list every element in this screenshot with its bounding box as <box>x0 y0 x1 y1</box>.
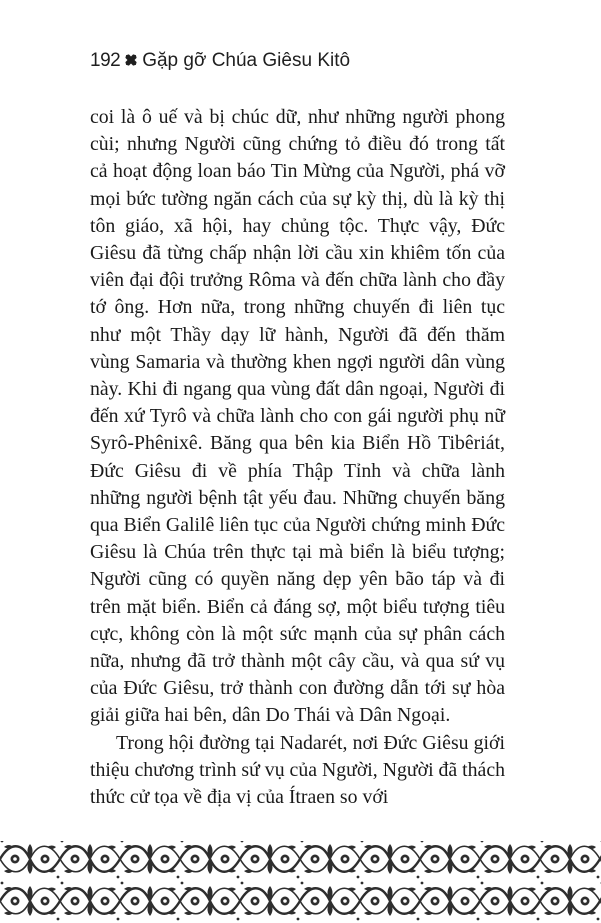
running-header <box>90 50 350 72</box>
body-text <box>90 104 505 811</box>
floral-border-ornament <box>0 838 601 923</box>
paragraph: Trong hội đường tại Nadarét, nơi Đức Giêsu giới thiệu chương trình sứ vụ của Người, Người đã thách thức cử tọa về địa vị của Ítraen so với <box>90 731 505 809</box>
page-number: 192 <box>90 50 121 71</box>
paragraph: coi là ô uế và bị chúc dữ, như những người phong cùi; nhưng Người cũng chứng tỏ điều đó trong tất cả hoạt động loan báo Tin Mừng của Người, phá vỡ mọi bức tường ngăn cách của sự kỳ thị, dù là kỳ thị tôn giáo, xã hội, hay chủng tộc. Thực vậy, Đức Giêsu đã từng chấp nhận lời cầu xin khiêm tốn của viên đại đội trưởng Rôma và đến chữa lành cho đầy tớ ông. Hơn nữa, trong những chuyến đi liên tục như một Thầy dạy lữ hành, Người đã đến thăm vùng Samaria và thường khen ngợi người dân vùng này. Khi đi ngang qua vùng đất dân ngoại, Người đi đến xứ Tyrô và chữa lành cho con gái người phụ nữ Syrô-Phênixê. Băng qua bên kia Biển Hồ Tibêriát, Đức Giêsu đi về phía Thập Tỉnh và chữa lành những người bệnh tật yếu đau. Những chuyến băng qua Biển Galilê liên tục của Người chứng minh Đức Giêsu là Chúa trên thực tại mà biển là biểu tượng; Người cũng có quyền năng dẹp yên bão táp và đi trên mặt biển. Biển cả đáng sợ, một biểu tượng tiêu cực, không còn là một sức mạnh của sự phân cách nữa, nhưng đã trở thành một cây cầu, và qua sứ vụ của Đức Giêsu, trở thành con đường dẫn tới sự hòa giải giữa hai bên, dân Do Thái và Dân Ngoại. <box>90 106 505 727</box>
book-title: Gặp gỡ Chúa Giêsu Kitô <box>142 50 351 71</box>
maltese-cross-icon <box>124 53 138 67</box>
